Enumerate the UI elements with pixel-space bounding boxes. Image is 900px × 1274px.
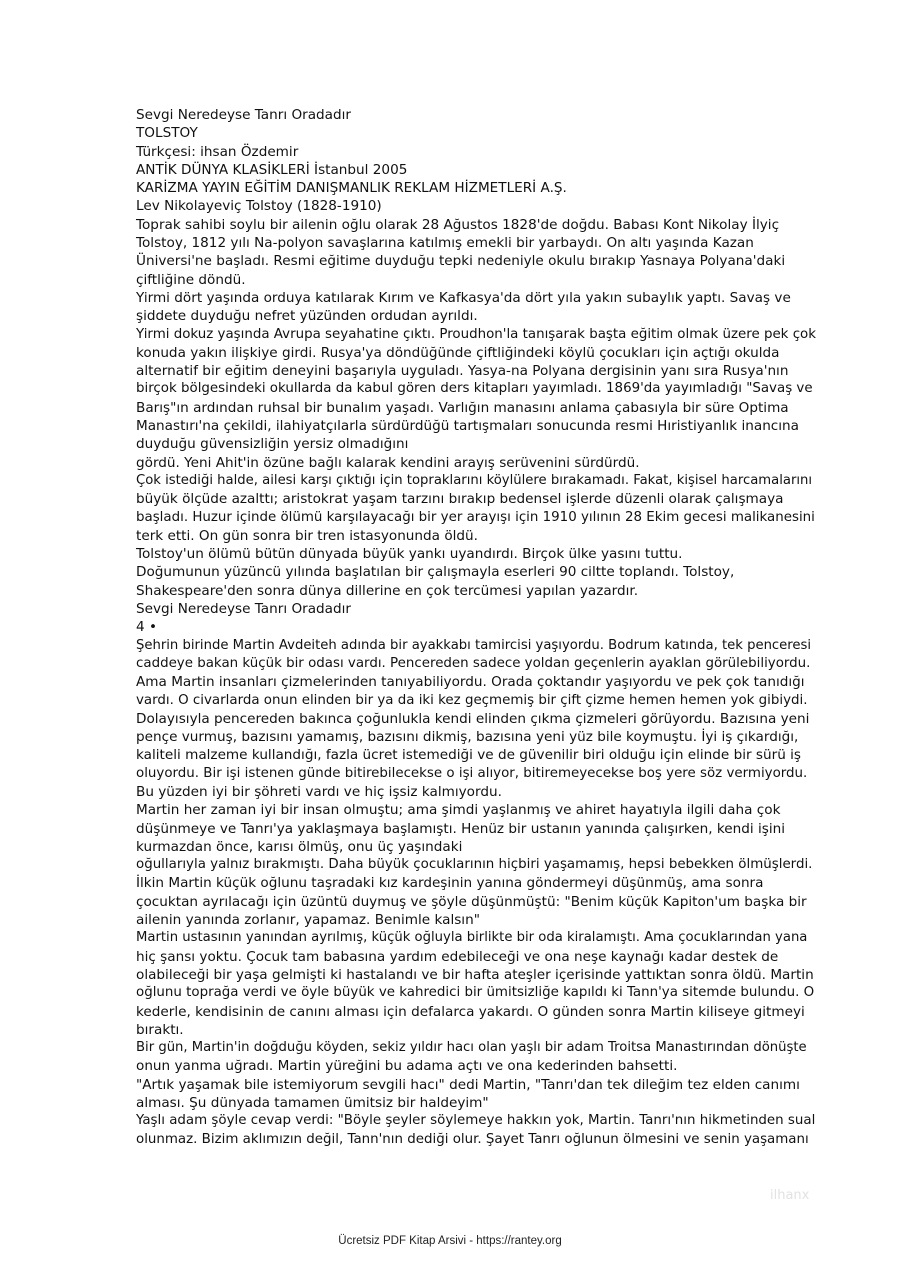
text-line: oğlunu toprağa verdi ve öyle büyük ve kahredici bir ümitsizliğe kapıldı ki Tann'ya sitemde bulundu. O (136, 985, 815, 1001)
text-line: Barış"ın ardından ruhsal bir bunalım yaşadı. Varlığın manasını anlama çabasıyla bir süre Optima (136, 399, 789, 416)
text-line: Sevgi Neredeyse Tanrı Oradadır (136, 107, 352, 123)
text-line: ailenin yanında zorlanır, yapamaz. Benimle kalsın" (136, 912, 480, 929)
text-line: büyük ölçüde azalttı; aristokrat yaşam tarzını bırakıp bedensel işlerde düzenli olarak çalışmaya (136, 491, 784, 508)
text-line: Çok istediği halde, ailesi karşı çıktığı için topraklarını köylülere bırakamadı. Fakat, kişisel harcamalarını (136, 472, 813, 488)
text-line: bıraktı. (136, 1021, 184, 1038)
text-line: hiç şansı yoktu. Çocuk tam babasına yardım edebileceği ve ona neşe kaynağı kadar destek de (136, 948, 779, 965)
text-line: Dolayısıyla pencereden bakınca çoğunlukla kendi elinden çıkma çizmeleri görüyordu. Bazısına yeni (136, 710, 810, 727)
text-line: olunmaz. Bizim aklımızın değil, Tann'nın dediği olur. Şayet Tanrı oğlunun ölmesini ve senin yaşamanı (136, 1131, 809, 1147)
text-line: Martin ustasının yanından ayrılmış, küçük oğluyla birlikte bir oda kiralamıştı. Ama çocuklarından yana (136, 930, 808, 946)
text-line: kurmazdan önce, karısı ölmüş, onu üç yaşındaki (136, 838, 463, 855)
text-line: Üniversi'ne başladı. Resmi eğitime duyduğu tepki nedeniyle okulu bırakıp Yasnaya Polyana'daki (136, 253, 786, 270)
text-line: ANTİK DÜNYA KLASİKLERİ İstanbul 2005 (136, 161, 408, 178)
text-line: birçok bölgesindeki okullarda da kabul gören ders kitapları yayımladı. 1869'da yayımladığı "Savaş ve (136, 381, 813, 397)
text-line: Bir gün, Martin'in doğduğu köyden, sekiz yıldır hacı olan yaşlı bir adam Troitsa Manastırından dönüşte (136, 1040, 807, 1056)
text-line: Tolstoy, 1812 yılı Na-polyon savaşlarına katılmış emekli bir yarbaydı. On altı yaşında Kazan (136, 235, 754, 252)
text-line: onun yanma uğradı. Martin yüreğini bu adama açtı ve ona kederinden bahsetti. (136, 1058, 678, 1075)
text-line: Doğumunun yüzüncü yılında başlatılan bir çalışmayla eserleri 90 ciltte toplandı. Tolstoy, (136, 564, 735, 581)
text-line: KARİZMA YAYIN EĞİTİM DANIŞMANLIK REKLAM HİZMETLERİ A.Ş. (136, 180, 567, 197)
text-line: Martin her zaman iyi bir insan olmuştu; ama şimdi yaşlanmış ve ahiret hayatıyla ilgili daha çok (136, 802, 781, 819)
text-line: Shakespeare'den sonra dünya dillerine en çok tercümesi yapılan yazardır. (136, 582, 639, 599)
text-line: pençe vurmuş, bazısını yamamış, bazısını dikmiş, bazısına yeni yüz bile koymuştu. İyi iş çıkardığı, (136, 729, 799, 746)
document-body (136, 106, 816, 1149)
text-line: "Artık yaşamak bile istemiyorum sevgili hacı" dedi Martin, "Tanrı'dan tek dileğim tez elden canımı (136, 1076, 800, 1093)
text-line: Manastırı'na çekildi, ilahiyatçılarla sürdürdüğü tartışmaları sonucunda resmi Hıristiyanlık inancına (136, 418, 800, 435)
text-line: Yirmi dört yaşında orduya katılarak Kırım ve Kafkasya'da dört yıla yakın subaylık yaptı. Savaş ve (136, 289, 791, 306)
text-line: alternatif bir eğitim deneyini başarıyla uyguladı. Yasya-na Polyana dergisinin yanı sıra Rusya'nın (136, 363, 789, 380)
text-line: çocuktan ayrılacağı için üzüntü duymuş ve şöyle düşünmüştü: "Benim küçük Kapiton'um başka bir (136, 893, 807, 910)
text-line: Yirmi dokuz yaşında Avrupa seyahatine çıktı. Proudhon'la tanışarak başta eğitim olmak üzere pek çok (136, 326, 817, 342)
text-line: başladı. Huzur içinde ölümü karşılayacağı bir yer arayışı için 1910 yılının 28 Ekim gecesi malikanesini (136, 509, 815, 525)
text-line: vardı. O civarlarda onun elinden bir ya da iki kez geçmemiş bir çift çizme hemen hemen yok gibiydi. (136, 692, 808, 708)
text-line: oluyordu. Bir işi istenen günde bitirebilecekse o işi alıyor, bitiremeyecekse boş yere söz vermiyordu. (136, 765, 808, 781)
text-line: Toprak sahibi soylu bir ailenin oğlu olarak 28 Ağustos 1828'de doğdu. Babası Kont Nikolay İlyiç (136, 216, 780, 233)
text-line: konuda yakın ilişkiye girdi. Rusya'ya döndüğünde çiftliğindeki köylü çocukları için açtığı okulda (136, 344, 780, 361)
text-line: gördü. Yeni Ahit'in özüne bağlı kalarak kendini arayış serüvenini sürdürdü. (136, 454, 640, 471)
text-line: Sevgi Neredeyse Tanrı Oradadır (136, 601, 352, 618)
text-line: oğullarıyla yalnız bırakmıştı. Daha büyük çocuklarının hiçbiri yaşamamış, hepsi bebekken ölmüşlerdi. (136, 857, 813, 873)
text-line: İlkin Martin küçük oğlunu taşradaki kız kardeşinin yanına göndermeyi düşünmüş, ama sonra (136, 875, 764, 892)
text-line: Şehrin birinde Martin Avdeiteh adında bir ayakkabı tamircisi yaşıyordu. Bodrum katında, tek penceresi (136, 637, 812, 653)
text-line: Ama Martin insanları çizmelerinden tanıyabiliyordu. Orada çoktandır yaşıyordu ve pek çok tanıdığı (136, 674, 805, 691)
page-footer: Ücretsiz PDF Kitap Arsivi - https://rantey.org (338, 1235, 562, 1247)
text-line: Türkçesi: ihsan Özdemir (136, 143, 299, 160)
text-line: caddeye bakan küçük bir odası vardı. Pencereden sadece yoldan geçenlerin ayaklan görülebiliyordu. (136, 655, 811, 671)
text-line: olabileceği bir yaşa gelmişti ki hastalandı ve bir hafta ateşler içerisinde yattıktan sonra öldü. Martin (136, 966, 814, 983)
text-line: düşünmeye ve Tanrı'ya yaklaşmaya başlamıştı. Henüz bir ustanın yanında çalışırken, kendi işini (136, 820, 785, 837)
text-line: 4 • (136, 619, 157, 636)
watermark: ilhanx (770, 1188, 810, 1203)
text-line: duyduğu güvensizliğin yersiz olmadığını (136, 436, 409, 453)
text-line: Yaşlı adam şöyle cevap verdi: "Böyle şeyler söylemeye hakkın yok, Martin. Tanrı'nın hikmetinden sual (136, 1113, 816, 1129)
text-line: Tolstoy'un ölümü bütün dünyada büyük yankı uyandırdı. Birçok ülke yasını tuttu. (136, 546, 683, 563)
text-line: şiddete duyduğu nefret yüzünden ordudan ayrıldı. (136, 308, 478, 325)
text-line: Bu yüzden iyi bir şöhreti vardı ve hiç işsiz kalmıyordu. (136, 783, 502, 800)
text-line: terk etti. On gün sonra bir tren istasyonunda öldü. (136, 527, 478, 544)
text-line: kederle, kendisinin de canını alması için defalarca yakardı. O günden sonra Martin kiliseye gitmeyi (136, 1003, 805, 1020)
text-line: çiftliğine döndü. (136, 271, 246, 288)
text-line: alması. Şu dünyada tamamen ümitsiz bir haldeyim" (136, 1095, 489, 1112)
text-line: kaliteli malzeme kullandığı, fazla ücret istemediği ve de güvenilir biri olduğu için elinde bir sürü iş (136, 747, 801, 764)
text-line: Lev Nikolayeviç Tolstoy (1828-1910) (136, 198, 382, 215)
text-line: TOLSTOY (136, 125, 198, 142)
